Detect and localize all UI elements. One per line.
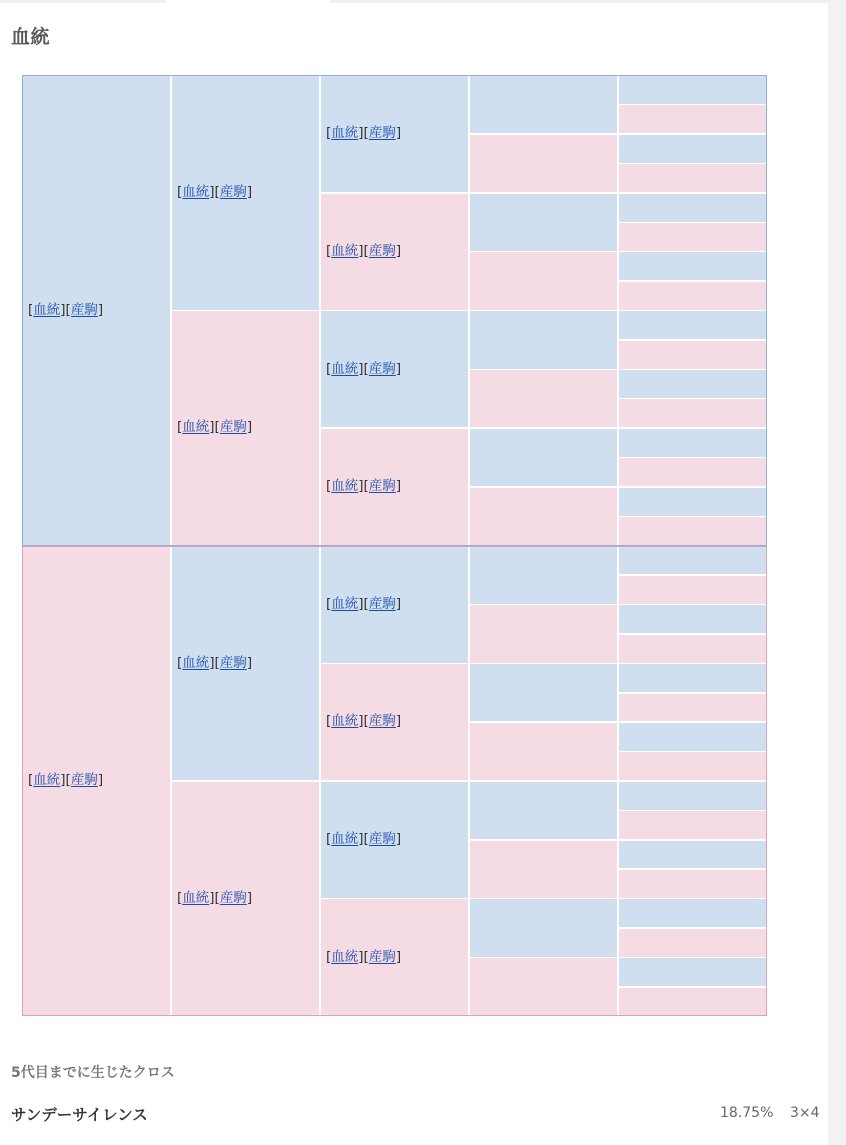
pedigree-cell-gen4-sire <box>469 428 618 487</box>
pedigree-links: [血統][産駒] <box>326 242 402 259</box>
pedigree-cell-gen5-dam <box>618 693 767 723</box>
pedigree-foals-link[interactable]: 産駒 <box>368 713 396 730</box>
pedigree-cell-gen3-dam <box>320 781 469 899</box>
pedigree-cell-gen5-dam <box>618 604 767 634</box>
pedigree-cell-gen4-sire <box>469 75 618 134</box>
pedigree-cell-gen5-dam <box>618 928 767 958</box>
pedigree-links: [血統][産駒] <box>28 772 104 789</box>
pedigree-links: [血統][産駒] <box>177 419 253 436</box>
pedigree-foals-link[interactable]: 産駒 <box>219 419 247 436</box>
pedigree-blood-link[interactable]: 血統 <box>331 360 359 377</box>
pedigree-blood-link[interactable]: 血統 <box>331 831 359 848</box>
pedigree-cell-gen2-sire <box>171 75 320 311</box>
pedigree-cell-gen2-dam <box>171 781 320 1017</box>
pedigree-cell-gen5-dam <box>618 957 767 987</box>
pedigree-foals-link[interactable]: 産駒 <box>219 889 247 906</box>
pedigree-cell-gen5-dam <box>618 987 767 1017</box>
pedigree-blood-link[interactable]: 血統 <box>33 301 61 318</box>
pedigree-cell-gen5-sire <box>618 457 767 487</box>
pedigree-links: [血統][産駒] <box>326 713 402 730</box>
pedigree-cell-gen5-dam <box>618 722 767 752</box>
pedigree-blood-link[interactable]: 血統 <box>33 772 61 789</box>
pedigree-links: [血統][産駒] <box>326 948 402 965</box>
pedigree-cell-gen5-sire <box>618 281 767 311</box>
pedigree-cell-gen5-sire <box>618 340 767 370</box>
pedigree-foals-link[interactable]: 産駒 <box>70 772 98 789</box>
pedigree-cell-gen3-sire <box>320 428 469 546</box>
pedigree-cell-gen4-dam <box>469 781 618 840</box>
pedigree-cell-gen5-dam <box>618 546 767 576</box>
pedigree-cell-gen5-dam <box>618 810 767 840</box>
pedigree-cell-gen4-dam <box>469 840 618 899</box>
pedigree-blood-link[interactable]: 血統 <box>331 125 359 142</box>
pedigree-cell-gen4-sire <box>469 487 618 546</box>
pedigree-blood-link[interactable]: 血統 <box>331 478 359 495</box>
pedigree-cell-gen4-sire <box>469 251 618 310</box>
pedigree-cell-gen5-dam <box>618 840 767 870</box>
pedigree-links: [血統][産駒] <box>177 654 253 671</box>
pedigree-foals-link[interactable]: 産駒 <box>368 242 396 259</box>
pedigree-links: [血統][産駒] <box>326 125 402 142</box>
pedigree-table <box>22 75 767 1016</box>
pedigree-foals-link[interactable]: 産駒 <box>368 831 396 848</box>
pedigree-links: [血統][産駒] <box>326 360 402 377</box>
scrollbar-gutter[interactable] <box>828 0 846 1145</box>
cross-percent: 18.75% <box>720 1105 774 1121</box>
pedigree-cell-gen5-sire <box>618 487 767 517</box>
pedigree-foals-link[interactable]: 産駒 <box>219 654 247 671</box>
pedigree-cell-gen4-dam <box>469 957 618 1016</box>
cross-horse-name: サンデーサイレンス <box>11 1106 148 1124</box>
pedigree-cell-gen1-dam <box>22 546 171 1017</box>
pedigree-links: [血統][産駒] <box>177 889 253 906</box>
pedigree-foals-link[interactable]: 産駒 <box>368 125 396 142</box>
pedigree-cell-gen5-sire <box>618 428 767 458</box>
pedigree-cell-gen5-sire <box>618 134 767 164</box>
pedigree-links: [血統][産駒] <box>326 831 402 848</box>
pedigree-blood-link[interactable]: 血統 <box>182 889 210 906</box>
pedigree-cell-gen5-dam <box>618 869 767 899</box>
pedigree-blood-link[interactable]: 血統 <box>182 419 210 436</box>
pedigree-cell-gen3-sire <box>320 193 469 311</box>
pedigree-blood-link[interactable]: 血統 <box>331 595 359 612</box>
pedigree-cell-gen5-sire <box>618 75 767 105</box>
pedigree-foals-link[interactable]: 産駒 <box>219 184 247 201</box>
pedigree-cell-gen3-sire <box>320 75 469 193</box>
pedigree-cell-gen2-dam <box>171 546 320 782</box>
pedigree-cell-gen5-sire <box>618 163 767 193</box>
pedigree-cell-gen5-sire <box>618 104 767 134</box>
pedigree-cell-gen3-dam <box>320 898 469 1016</box>
pedigree-cell-gen4-sire <box>469 369 618 428</box>
pedigree-blood-link[interactable]: 血統 <box>182 654 210 671</box>
active-tab-indicator <box>166 0 330 3</box>
pedigree-cell-gen3-dam <box>320 663 469 781</box>
pedigree-cell-gen4-dam <box>469 898 618 957</box>
pedigree-cell-gen5-dam <box>618 575 767 605</box>
pedigree-blood-link[interactable]: 血統 <box>331 948 359 965</box>
pedigree-cell-gen4-sire <box>469 310 618 369</box>
pedigree-blood-link[interactable]: 血統 <box>182 184 210 201</box>
pedigree-cell-gen5-sire <box>618 369 767 399</box>
pedigree-cell-gen5-dam <box>618 781 767 811</box>
pedigree-cell-gen5-sire <box>618 516 767 546</box>
pedigree-links: [血統][産駒] <box>326 478 402 495</box>
pedigree-cell-gen5-dam <box>618 898 767 928</box>
pedigree-cell-gen4-dam <box>469 722 618 781</box>
pedigree-foals-link[interactable]: 産駒 <box>368 478 396 495</box>
inbreeding-cross-title: 5代目までに生じたクロス <box>11 1065 175 1081</box>
pedigree-blood-link[interactable]: 血統 <box>331 242 359 259</box>
pedigree-links: [血統][産駒] <box>28 301 104 318</box>
cross-generation: 3×4 <box>790 1105 820 1121</box>
pedigree-cell-gen5-dam <box>618 634 767 664</box>
pedigree-cell-gen5-sire <box>618 398 767 428</box>
pedigree-cell-gen1-sire <box>22 75 171 546</box>
pedigree-cell-gen4-sire <box>469 193 618 252</box>
pedigree-cell-gen5-dam <box>618 663 767 693</box>
pedigree-cell-gen3-dam <box>320 546 469 664</box>
pedigree-foals-link[interactable]: 産駒 <box>368 360 396 377</box>
pedigree-cell-gen4-dam <box>469 546 618 605</box>
pedigree-cell-gen2-sire <box>171 310 320 546</box>
pedigree-cell-gen5-sire <box>618 222 767 252</box>
pedigree-cell-gen5-sire <box>618 310 767 340</box>
pedigree-cell-gen3-sire <box>320 310 469 428</box>
pedigree-cell-gen4-sire <box>469 134 618 193</box>
pedigree-cell-gen5-sire <box>618 251 767 281</box>
pedigree-blood-link[interactable]: 血統 <box>331 713 359 730</box>
pedigree-cell-gen4-dam <box>469 604 618 663</box>
top-tab-strip <box>0 0 828 3</box>
pedigree-foals-link[interactable]: 産駒 <box>368 595 396 612</box>
pedigree-cell-gen4-dam <box>469 663 618 722</box>
pedigree-foals-link[interactable]: 産駒 <box>368 948 396 965</box>
section-title: 血統 <box>11 26 51 48</box>
pedigree-foals-link[interactable]: 産駒 <box>70 301 98 318</box>
pedigree-links: [血統][産駒] <box>326 595 402 612</box>
pedigree-links: [血統][産駒] <box>177 184 253 201</box>
pedigree-cell-gen5-sire <box>618 193 767 223</box>
cross-row <box>11 1103 820 1127</box>
pedigree-cell-gen5-dam <box>618 751 767 781</box>
